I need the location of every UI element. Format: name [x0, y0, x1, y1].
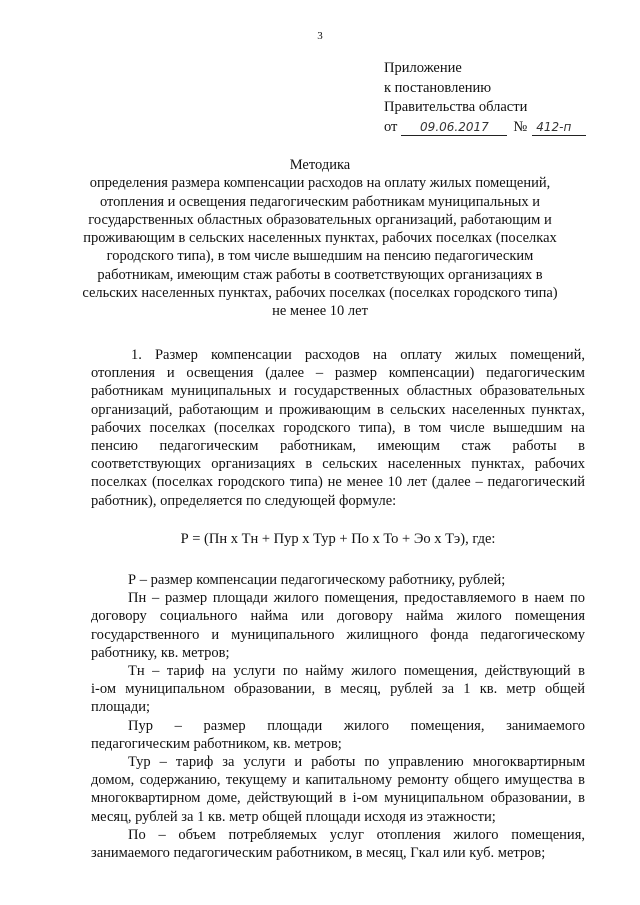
date-prefix: от [384, 118, 398, 135]
title-line: не менее 10 лет [272, 303, 368, 320]
text-line: пенсию педагогическим работникам, имеющим стаж работы в [91, 438, 585, 455]
title-line: отопления и освещения педагогическим работникам муниципальных и [99, 193, 541, 210]
appendix-header [384, 59, 586, 137]
text-line: рабочих поселках (поселках городского типа), в том числе вышедшим на [91, 419, 585, 436]
paragraph-1 [91, 346, 585, 510]
text-line: месяц, рублей за 1 кв. метр общей площади исходя из этажности; [91, 808, 496, 825]
text-line: домом, содержанию, текущему и капитальному ремонту общего имущества в [91, 772, 585, 789]
text-line: Пн – размер площади жилого помещения, предоставляемого в наем по [128, 590, 585, 607]
definition-r [91, 571, 585, 589]
definition-pn [91, 589, 585, 662]
document-title [60, 156, 580, 321]
handwritten-number: 412-п [532, 120, 586, 136]
text-line: занимаемого педагогическим работником, в месяц, Гкал или куб. метров; [91, 845, 546, 862]
document-body [91, 346, 585, 862]
text-line: многоквартирном доме, действующий в i-ом муниципальном образовании, в [91, 790, 585, 807]
definition-tur [91, 753, 585, 826]
text-line: работник), определяется по следующей формуле: [91, 492, 397, 509]
text-line: Пур – размер площади жилого помещения, занимаемого [128, 717, 585, 734]
text-line: отопления и освещения (далее – размер компенсации) педагогическим [91, 365, 585, 382]
text-line: государственного и муниципального жилищного фонда педагогическому [91, 626, 585, 643]
title-line: работникам, имеющим стаж работы в соответствующих организациях в [97, 266, 543, 283]
text-line: педагогическим работником, кв. метров; [91, 735, 342, 752]
definition-pur [91, 717, 585, 753]
text-line: договору социального найма или договору найма жилого помещения [91, 608, 585, 625]
formula: Р = (Пн х Тн + Пур х Тур + По х То + Эо х Тэ), где: [180, 530, 496, 547]
appendix-line: Приложение [384, 60, 462, 76]
definition-tn [91, 662, 585, 717]
title-line: проживающим в сельских населенных пунктах, рабочих поселках (поселках [83, 230, 557, 247]
number-sign: № [513, 118, 528, 135]
page-number: 3 [317, 30, 323, 42]
text-line: Тур – тариф за услуги и работы по управлению многоквартирным [128, 754, 585, 771]
text-line: работникам муниципальных и государственных областных образовательных [91, 383, 585, 400]
appendix-date-line [384, 118, 586, 138]
text-line: работнику, кв. метров; [91, 644, 230, 661]
appendix-line: Правительства области [384, 99, 528, 115]
title-line: городского типа), в том числе вышедшим на пенсию педагогическим [106, 248, 534, 265]
text-line: 1. Размер компенсации расходов на оплату жилых помещений, [131, 347, 585, 363]
text-line: Р – размер компенсации педагогическому работнику, рублей; [128, 572, 506, 589]
text-line: соответствующих организациях в сельских населенных пунктах, рабочих [91, 456, 585, 473]
title-line: сельских населенных пунктах, рабочих поселках (поселках городского типа) [82, 285, 558, 302]
text-line: поселках (поселках городского типа) не менее 10 лет (далее – педагогический [91, 474, 585, 491]
text-line: i-ом муниципальном образовании, в месяц, рублей за 1 кв. метр общей [91, 681, 585, 698]
definition-po [91, 826, 585, 862]
text-line: площади; [91, 699, 151, 716]
title-line: определения размера компенсации расходов на оплату жилых помещений, [89, 175, 551, 192]
appendix-line: к постановлению [384, 79, 492, 96]
handwritten-date: 09.06.2017 [401, 120, 507, 136]
title-heading: Методика [289, 157, 351, 173]
title-line: государственных областных образовательных организаций, работающим и [88, 211, 552, 228]
text-line: Тн – тариф на услуги по найму жилого помещения, действующий в [128, 663, 585, 680]
text-line: По – объем потребляемых услуг отопления жилого помещения, [128, 826, 585, 843]
text-line: организаций, работающим и проживающим в сельских населенных пунктах, [91, 401, 585, 418]
